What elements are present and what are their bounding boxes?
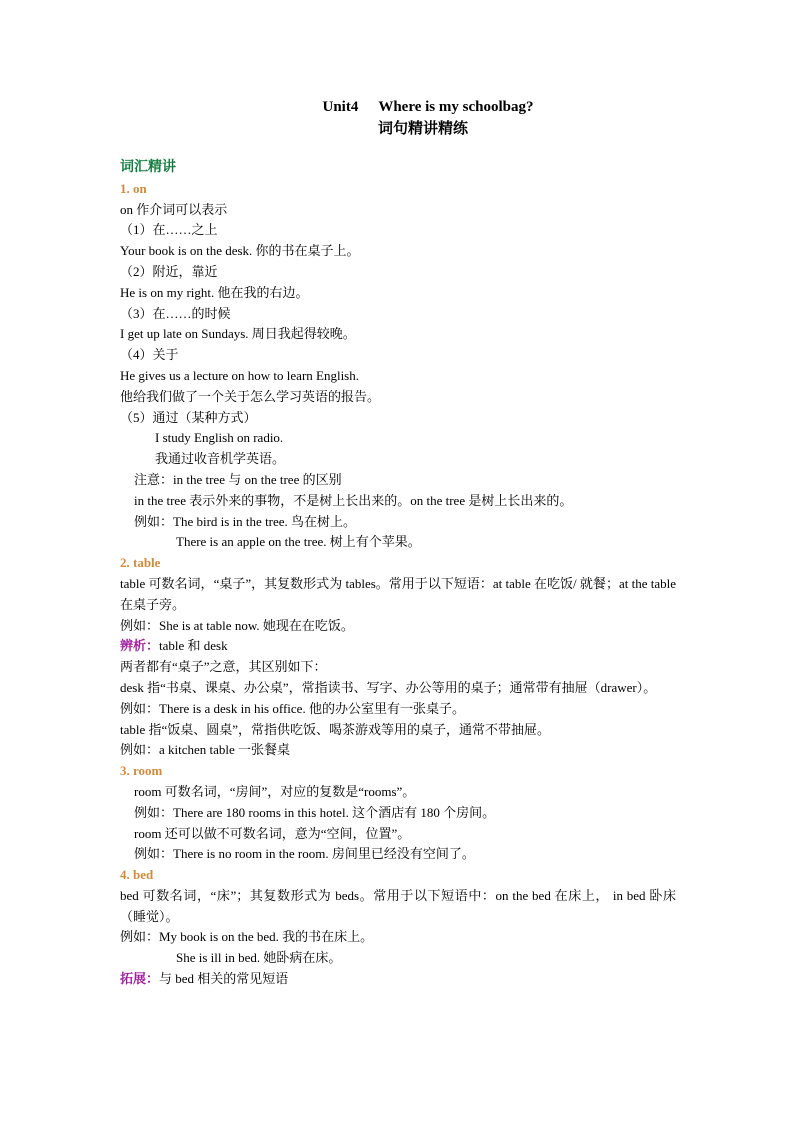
text-line: table 可数名词，“桌子”，其复数形式为 tables。常用于以下短语：at table 在吃饭/ 就餐；at the table 在桌子旁。 (120, 575, 676, 612)
text-line: room 可数名词，“房间”，对应的复数是“rooms”。 (134, 783, 416, 799)
document-body (120, 158, 676, 990)
text-line: in the tree 表示外来的事物，不是树上长出来的。on the tree 是树上长出来的。 (134, 492, 573, 508)
text-line: I study English on radio. (155, 430, 284, 446)
text-line: 例如：She is at table now. 她现在在吃饭。 (120, 617, 354, 633)
text-line: He gives us a lecture on how to learn English. (120, 367, 359, 383)
text-line: （1）在……之上 (120, 222, 218, 238)
text-line: （4）关于 (120, 347, 179, 363)
text-line: （3）在……的时候 (120, 305, 231, 321)
text-line: （2）附近，靠近 (120, 263, 218, 279)
text-line: He is on my right. 他在我的右边。 (120, 284, 309, 300)
line-text: 与 bed 相关的常见短语 (159, 971, 289, 987)
text-line: （5）通过（某种方式） (120, 409, 257, 425)
text-line: She is ill in bed. 她卧病在床。 (176, 950, 342, 966)
text-line: 注意：in the tree 与 on the tree 的区别 (134, 471, 342, 487)
unit-label: Unit4 (322, 99, 359, 115)
text-line: There is an apple on the tree. 树上有个苹果。 (176, 534, 421, 550)
inline-label: 拓展： (120, 971, 160, 987)
title-english-line (0, 96, 794, 118)
text-line: Your book is on the desk. 你的书在桌子上。 (120, 243, 360, 259)
section-heading: 1. on (120, 180, 147, 196)
line-text: table 和 desk (159, 638, 228, 654)
text-line: I get up late on Sundays. 周日我起得较晚。 (120, 326, 356, 342)
text-line: 例如：a kitchen table 一张餐桌 (120, 742, 291, 758)
text-line: 我通过收音机学英语。 (155, 451, 286, 467)
text-line: 例如：The bird is in the tree. 鸟在树上。 (134, 513, 357, 529)
text-line: 例如：My book is on the bed. 我的书在床上。 (120, 929, 374, 945)
text-line: desk 指“书桌、课桌、办公桌”，常指读书、写字、办公等用的桌子；通常带有抽屉（drawer）。 (120, 679, 657, 695)
title-chinese: 词句精讲精练 (377, 121, 468, 137)
inline-label: 辨析： (120, 638, 160, 654)
text-line (120, 969, 676, 990)
text-line: 他给我们做了一个关于怎么学习英语的报告。 (120, 388, 381, 404)
text-line: bed 可数名词，“床”；其复数形式为 beds。常用于以下短语中：on the bed 在床上， in bed 卧床（睡觉）。 (120, 887, 676, 924)
unit-title: Where is my schoolbag? (378, 99, 534, 115)
section-heading: 4. bed (120, 867, 154, 883)
text-line: on 作介词可以表示 (120, 201, 228, 217)
document-title (0, 96, 794, 140)
text-line (120, 636, 676, 657)
text-line: table 指“饭桌、圆桌”，常指供吃饭、喝茶游戏等用的桌子，通常不带抽屉。 (120, 721, 551, 737)
text-line: 例如：There are 180 rooms in this hotel. 这个酒店有 180 个房间。 (134, 804, 496, 820)
text-line: 例如：There is a desk in his office. 他的办公室里有一张桌子。 (120, 700, 465, 716)
section-heading: 词汇精讲 (120, 160, 176, 175)
text-line: 两者都有“桌子”之意，其区别如下： (120, 659, 327, 675)
text-line: 例如：There is no room in the room. 房间里已经没有空间了。 (134, 846, 475, 862)
text-line: room 还可以做不可数名词，意为“空间，位置”。 (134, 825, 411, 841)
section-heading: 3. room (120, 763, 163, 779)
section-heading: 2. table (120, 555, 161, 571)
